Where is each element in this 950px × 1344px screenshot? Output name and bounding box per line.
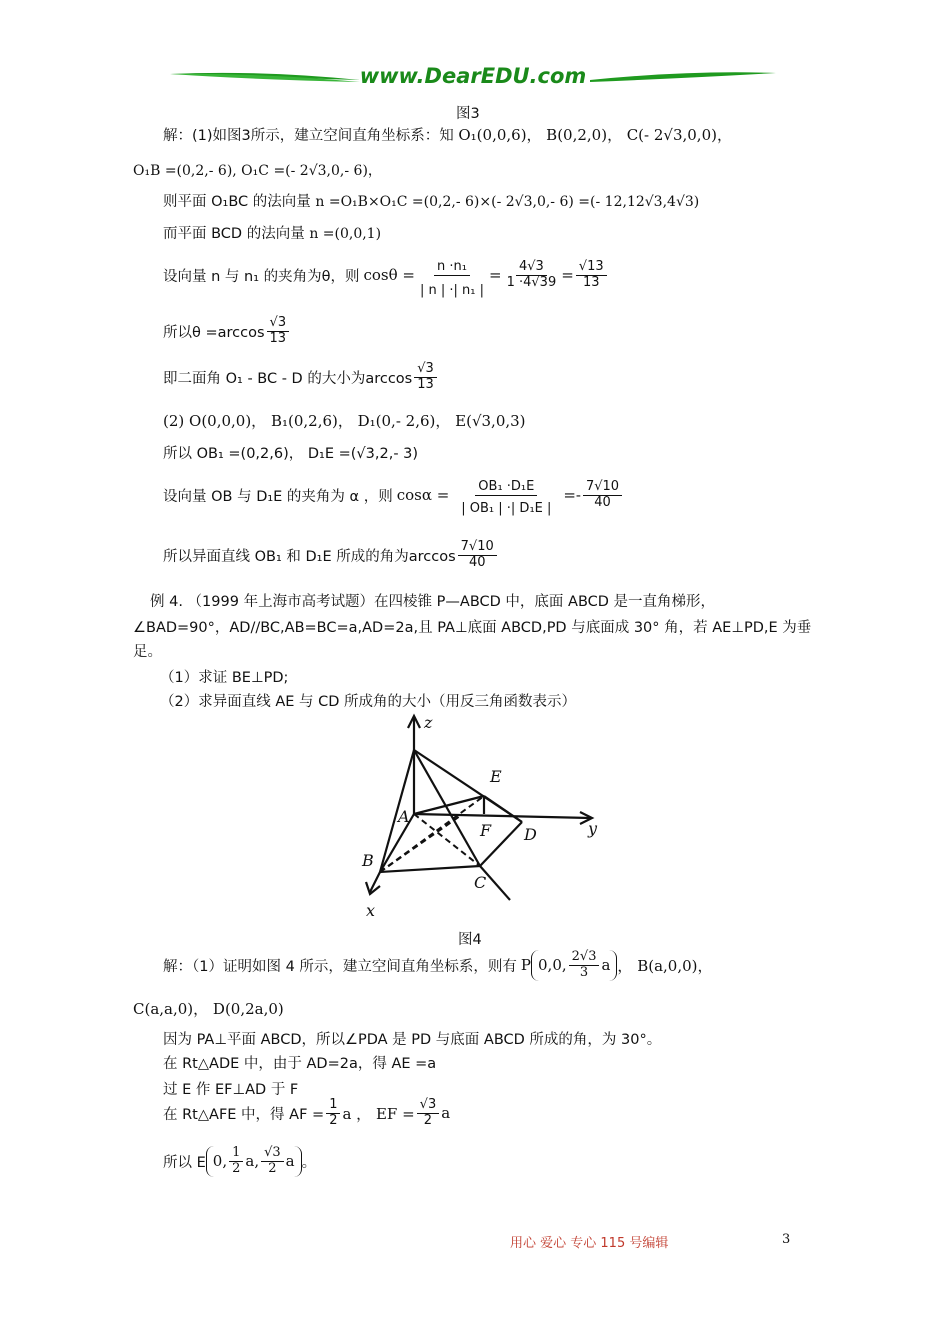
header-site-link[interactable]: www.DearEDU.com [359,64,587,88]
af-numerator: 1 [326,1098,340,1114]
dihedral-label: 即二面角 O₁ - BC - D 的大小为arccos [163,370,413,387]
sol2-final-fraction [458,540,497,571]
cos-result-numerator: √13 [576,260,607,276]
label-b: B [362,851,374,870]
sol2-final-numerator: 7√10 [458,540,497,556]
normal1-label: 则平面 O₁BC 的法向量 [163,194,311,210]
cos-theta-line: 设向量 n 与 n₁ 的夹角为θ，则 cosθ = $\frac{\text{n ·n₁}}{\text{| n | ·| n₁ |}}$ = $\frac{4√3}{1 \cdot 4√39}$ = $\frac{√13}{13}$ [163,252,609,299]
point-e-zero: 0, [212,1152,228,1171]
example4-line1: 例 4. （1999 年上海市高考试题）在四棱锥 P—ABCD 中，底面 ABCD 是一直角梯形， [150,594,716,610]
cos-result-denominator: 13 [582,274,600,290]
point-e-numerator1: 1 [229,1146,243,1162]
pc-edge [414,750,480,866]
dihedral-fraction [414,362,437,393]
normal2-label: 而平面 BCD 的法向量 [163,226,305,242]
rt-afe-prefix: 在 Rt△AFE 中，得 AF = [163,1106,325,1123]
theta-label: 所以θ =arccos [163,324,265,341]
label-f: F [480,821,492,840]
sol1-intro: 解：(1)如图3所示，建立空间直角坐标系：知 [163,128,454,144]
point-p-a: a [601,956,611,975]
af-a-ef: a ， EF = [342,1104,415,1123]
point-p-denominator: 3 [579,964,589,980]
label-z: z [424,713,433,732]
cos-lhs: cosθ = [363,266,415,285]
cos-alpha-result-denominator: 40 [594,494,611,510]
cos-alpha-numerator: OB₁ ·D₁E [475,474,537,496]
cos-alpha-denominator: | OB₁ | ·| D₁E | [461,500,552,516]
normal2-line [163,222,381,243]
sol1-line1 [163,124,732,145]
cos-denominator: | n | ·| n₁ | [420,282,485,298]
cos-alpha-result [583,480,622,511]
figure4-pyramid-diagram [350,706,610,920]
example4-q2: （2）求异面直线 AE 与 CD 所成角的大小（用反三角函数表示） [160,694,577,710]
point-e-period: 。 [301,1154,317,1171]
example4-line3: 足。 [133,644,162,660]
point-e-numerator2: √3 [261,1146,284,1162]
point-e-coords [206,1146,302,1177]
theta-denominator: 13 [269,330,287,346]
ef-fraction [417,1098,440,1129]
label-e: E [490,767,502,786]
point-p-fraction [569,950,600,981]
label-d: D [524,825,537,844]
label-x: x [366,901,376,920]
sol3-line1 [163,950,712,981]
rt-ade-line: 在 Rt△ADE 中，由于 AD=2a，得 AE =a [163,1056,437,1072]
figure4-caption: 图4 [458,932,482,948]
bf-dashed [380,816,460,872]
rt-afe-line [163,1098,450,1129]
cos-result-fraction [576,260,607,291]
cos-alpha-equals: =- [563,486,581,505]
point-e-prefix: 所以 E [163,1154,206,1171]
be-dashed [380,796,484,872]
sol2-vector-line: 所以 OB₁ =(0,2,6)， D₁E =(√3,2,- 3) [163,446,419,462]
point-e-denominator2: 2 [268,1160,277,1176]
cos-fraction [417,252,487,299]
cos-alpha-result-numerator: 7√10 [583,480,622,496]
point-b: B(0,2,0)， [546,126,623,144]
theta-fraction [267,316,290,347]
label-a: A [398,807,410,826]
theta-numerator: √3 [267,316,290,332]
sol2-points: (2) O(0,0,0)， B₁(0,2,6)， D₁(0,- 2,6)， E(√3,0,3) [163,412,526,430]
points-cd: C(a,a,0)， D(0,2a,0) [133,1000,284,1018]
pa-perpendicular-line: 因为 PA⊥平面 ABCD，所以∠PDA 是 PD 与底面 ABCD 所成的角，为 30°。 [163,1032,662,1048]
normal2-equation: n =(0,0,1) [309,226,382,242]
label-y: y [588,819,598,838]
cos-alpha-fraction [451,474,561,517]
cos-mid-numerator: 4√3 [516,260,547,276]
point-p-zero-coords: 0,0, [538,956,567,975]
figure3-caption: 图3 [456,106,480,122]
cos-mid-fraction [504,260,560,291]
ef-perpendicular-line: 过 E 作 EF⊥AD 于 F [163,1082,299,1098]
header-banner [170,66,776,94]
point-p-coords [531,950,617,981]
point-e-fraction1 [229,1146,243,1177]
normal1-line [163,190,699,211]
angle-label: 设向量 n 与 n₁ 的夹角为θ，则 [163,268,360,285]
theta-line [163,316,291,347]
footer-text: 用心 爱心 专心 115 号编辑 [510,1236,669,1251]
af-denominator: 2 [329,1112,338,1128]
label-c: C [474,873,487,892]
dihedral-numerator: √3 [414,362,437,378]
point-e-denominator1: 2 [232,1160,241,1176]
example4-q1: （1）求证 BE⊥PD; [160,670,289,686]
point-p-numerator: 2√3 [569,950,600,966]
af-fraction [326,1098,340,1129]
point-e-line [163,1146,316,1177]
bc-edge [380,866,480,872]
point-o1: O₁(0,0,6)， [458,126,542,144]
ef-numerator: √3 [417,1098,440,1114]
point-e-fraction2 [261,1146,284,1177]
sol3-intro: 解：（1）证明如图 4 所示，建立空间直角坐标系，则有 [163,958,517,975]
alpha-angle-label: 设向量 OB 与 D₁E 的夹角为 α ，则 [163,488,393,505]
ef-a: a [441,1104,451,1123]
ed-segment [484,796,522,822]
cos-mid-denominator: 1 ·4√39 [506,274,557,290]
dihedral-denominator: 13 [417,376,434,392]
page-number: 3 [782,1232,791,1247]
example4-line2: ∠BAD=90°，AD//BC,AB=BC=a,AD=2a,且 PA⊥底面 ABCD,PD 与底面成 30° 角，若 AE⊥PD,E 为垂 [133,620,812,636]
sol2-final-line [163,540,499,571]
sol2-final-label: 所以异面直线 OB₁ 和 D₁E 所成的角为arccos [163,548,456,565]
point-p-prefix: P [520,956,532,975]
y-axis [414,814,590,818]
sol1-vector-line: O₁B =(0,2,- 6), O₁C =(- 2√3,0,- 6)， [133,163,382,179]
dihedral-line [163,362,439,393]
normal1-equation: n =O₁B×O₁C =(0,2,- 6)×(- 2√3,0,- 6) =(- 12,12√3,4√3) [315,194,700,210]
sol2-final-denominator: 40 [468,554,486,570]
point-e-mid: a, [245,1152,260,1171]
cos-alpha-lhs: cosα = [396,486,450,505]
point-e-a: a [285,1152,295,1171]
cos-numerator: n ·n₁ [434,252,470,276]
ef-denominator: 2 [423,1112,433,1128]
cos-alpha-line [163,474,624,517]
point-b-coords: ， B(a,0,0)， [617,956,713,975]
point-c: C(- 2√3,0,0)， [626,126,732,144]
